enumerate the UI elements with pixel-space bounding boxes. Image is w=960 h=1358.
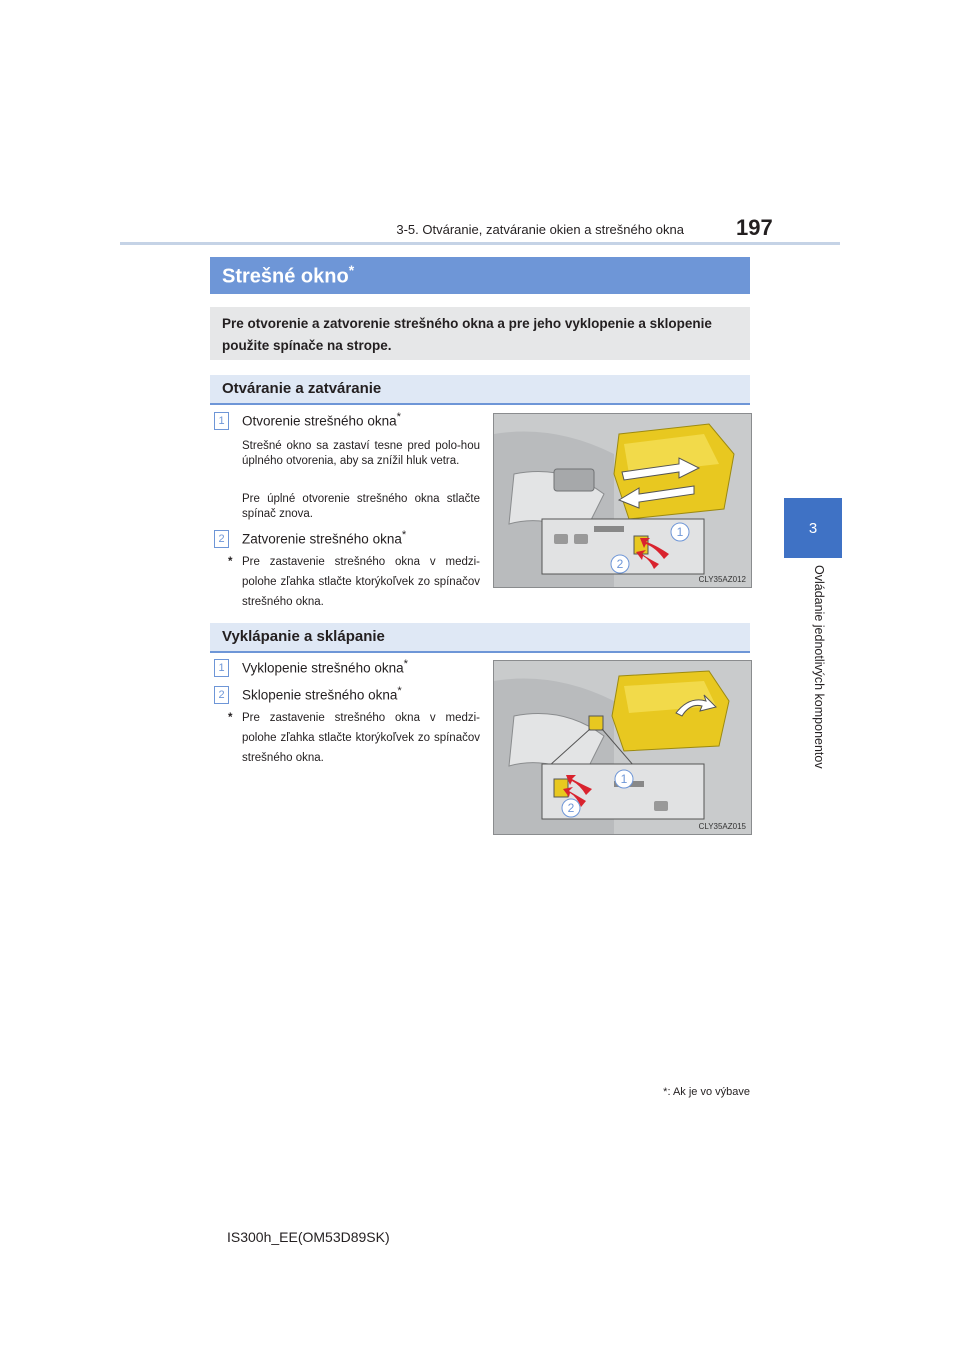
tilt-star-note-asterisk: * <box>228 712 233 724</box>
illustration-tilt <box>493 660 752 835</box>
open-note-2: Pre úplné otvorenie strešného okna stlačte spínač znova. <box>242 493 480 520</box>
callout-1: 1 <box>620 772 628 786</box>
callout-2: 2 <box>567 801 575 815</box>
callout-2: 2 <box>616 557 624 571</box>
subsection-title-tilt: Vyklápanie a sklápanie <box>222 628 385 645</box>
chapter-tab <box>784 498 842 558</box>
item-close-asterisk: * <box>401 529 407 541</box>
item-number-badge: 1 <box>214 659 229 677</box>
subsection-title-open-close: Otváranie a zatváranie <box>222 380 382 397</box>
page-number: 197 <box>736 215 773 240</box>
chapter-title: 3-5. Otváranie, zatváranie okien a strešného okna <box>396 222 684 237</box>
footnote <box>600 1086 750 1098</box>
item-tilt-up-text: Vyklopenie strešného okna <box>242 660 404 676</box>
item-number-badge: 1 <box>214 412 229 430</box>
section-title <box>222 262 354 289</box>
item-tilt-up-asterisk: * <box>403 658 408 670</box>
tilt-star-note <box>228 708 480 768</box>
open-note-1: Strešné okno sa zastaví tesne pred polo-hou úplného otvorenia, aby sa znížil hluk vetra. <box>242 440 480 467</box>
illustration-tilt-svg <box>494 661 751 834</box>
open-star-note-text: Pre zastavenie strešného okna v medzi-polohe zľahka stlačte ktorýkoľvek zo spínačov strešného okna. <box>242 556 480 608</box>
tilt-star-note-text: Pre zastavenie strešného okna v medzi-polohe zľahka stlačte ktorýkoľvek zo spínačov strešného okna. <box>242 712 480 764</box>
item-tilt-down-text: Sklopenie strešného okna <box>242 687 398 703</box>
item-open-label <box>242 411 401 429</box>
image-code: CLY35AZ015 <box>698 822 746 831</box>
image-code: CLY35AZ012 <box>698 575 746 584</box>
header-rule <box>120 242 840 245</box>
section-title-text: Strešné okno <box>222 265 349 288</box>
item-tilt-down-label <box>242 685 402 703</box>
chapter-tab-label: Ovládanie jednotlivých komponentov <box>812 565 826 769</box>
footnote-text: : Ak je vo výbave <box>667 1086 750 1098</box>
callout-1: 1 <box>676 525 684 539</box>
item-open-asterisk: * <box>396 411 401 423</box>
section-title-asterisk: * <box>348 262 355 278</box>
illustration-open-close <box>493 413 752 588</box>
item-close-label <box>242 529 406 547</box>
item-number-badge: 2 <box>214 530 229 548</box>
item-open-text: Otvorenie strešného okna <box>242 413 397 429</box>
item-tilt-up-label <box>242 658 408 676</box>
open-star-note-asterisk: * <box>228 556 233 568</box>
intro-text: Pre otvorenie a zatvorenie strešného okna a pre jeho vyklopenie a sklopenie použite spínače na strope. <box>222 316 712 353</box>
item-number-badge: 2 <box>214 686 229 704</box>
illustration-open-close-svg <box>494 414 751 587</box>
footer-model-code: IS300h_EE(OM53D89SK) <box>227 1229 390 1245</box>
item-tilt-down-asterisk: * <box>397 685 402 697</box>
chapter-tab-number: 3 <box>808 519 818 537</box>
open-star-note <box>228 552 480 612</box>
footnote-asterisk: * <box>663 1086 668 1098</box>
item-close-text: Zatvorenie strešného okna <box>242 531 402 547</box>
